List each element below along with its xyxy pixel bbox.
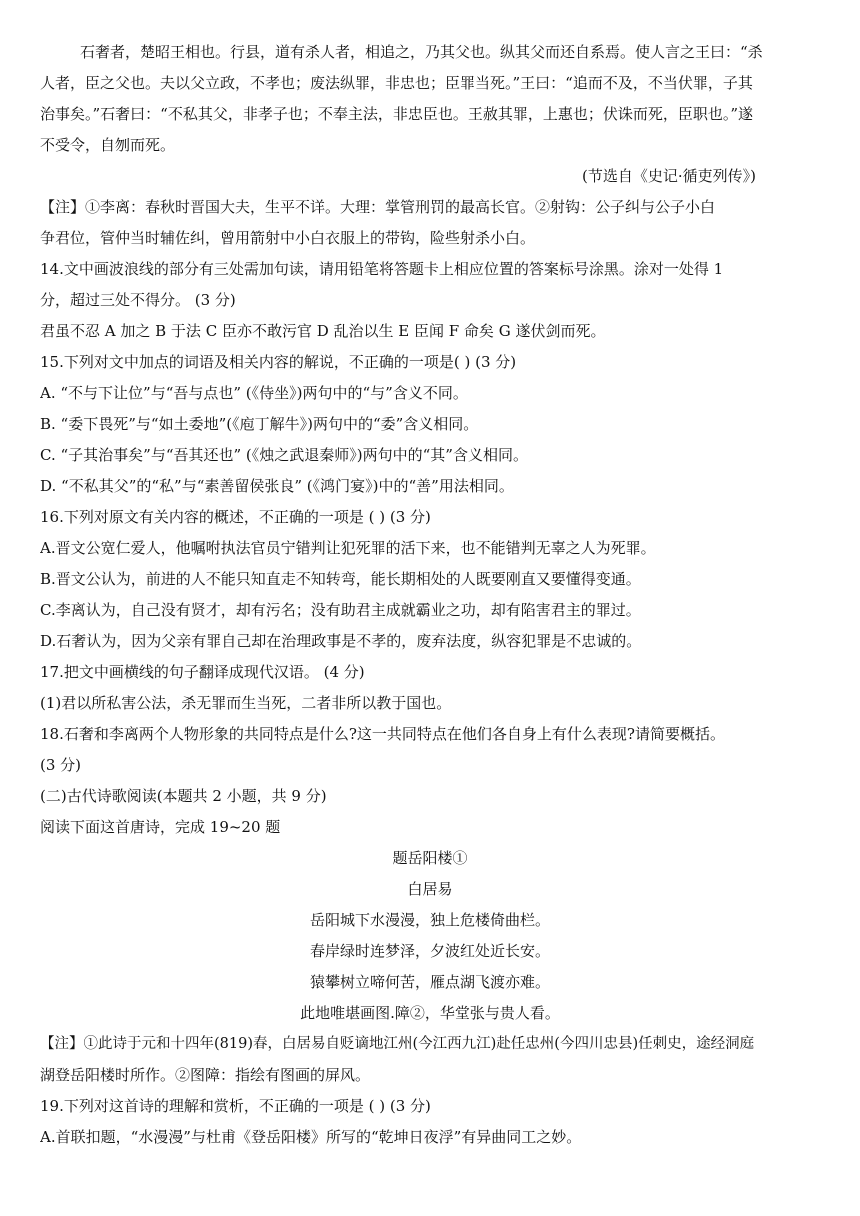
passage-line: 石奢者，楚昭王相也。行县，道有杀人者，相追之，乃其父也。纵其父而还自系焉。使人言之王曰：“杀 — [80, 43, 763, 61]
question-15-option-a: A. “不与下让位”与“吾与点也” (《侍坐》)两句中的“与”含义不同。 — [40, 384, 468, 402]
passage-line: 人者，臣之父也。夫以父立政，不孝也；废法纵罪，非忠也；臣罪当死。”王曰：“追而不及，不当伏罪，子其 — [40, 74, 753, 92]
passage-source: (节选自《史记·循吏列传》) — [582, 167, 756, 185]
question-16-option-b: B.晋文公认为，前进的人不能只知直走不知转弯，能长期相处的人既要刚直又要懂得变通。 — [40, 570, 641, 588]
section-heading: (二)古代诗歌阅读(本题共 2 小题，共 9 分) — [40, 787, 327, 805]
question-19-prompt: 19.下列对这首诗的理解和赏析，不正确的一项是 ( ) (3 分) — [40, 1097, 431, 1115]
poem-title: 题岳阳楼① — [392, 849, 468, 867]
passage-line: 治事矣。”石奢曰：“不私其父，非孝子也；不奉主法，非忠臣也。王赦其罪，上惠也；伏诛而死，臣职也。”遂 — [40, 105, 754, 123]
note-line: 【注】①李离：春秋时晋国大夫，生平不详。大理：掌管刑罚的最高长官。②射钩：公子纠与公子小白 — [40, 198, 716, 216]
poem-line: 岳阳城下水漫漫，独上危楼倚曲栏。 — [309, 911, 550, 929]
poem-line: 春岸绿时连梦泽，夕波红处近长安。 — [309, 942, 550, 960]
question-14-sentence: 君虽不忍 A 加之 B 于法 C 臣亦不敢污官 D 乱治以生 E 臣闻 F 命矣 G 遂伏剑而死。 — [40, 322, 606, 340]
note-line: 争君位，管仲当时辅佐纠，曾用箭射中小白衣服上的带钩，险些射杀小白。 — [40, 229, 536, 247]
question-18-prompt: 18.石奢和李离两个人物形象的共同特点是什么?这一共同特点在他们各自身上有什么表现?请简要概括。 — [40, 725, 725, 743]
question-16-option-d: D.石奢认为，因为父亲有罪自己却在治理政事是不孝的，废弃法度，纵容犯罪是不忠诚的。 — [40, 632, 642, 650]
poem-note-line: 湖登岳阳楼时所作。②图障：指绘有图画的屏风。 — [40, 1066, 371, 1084]
poem-author: 白居易 — [407, 880, 453, 898]
question-16-option-a: A.晋文公宽仁爱人，他嘱咐执法官员宁错判让犯死罪的活下来，也不能错判无辜之人为死罪。 — [40, 539, 656, 557]
question-15-option-d: D. “不私其父”的“私”与“素善留侯张良” (《鸿门宴》)中的“善”用法相同。 — [40, 477, 514, 495]
poem-note-line: 【注】①此诗于元和十四年(819)春，白居易自贬谪地江州(今江西九江)赴任忠州(今四川忠县)任刺史，途经洞庭 — [40, 1036, 755, 1052]
question-17-sentence: (1)君以所私害公法，杀无罪而生当死，二者非所以教于国也。 — [40, 694, 452, 712]
question-16-prompt: 16.下列对原文有关内容的概述，不正确的一项是 ( ) (3 分) — [40, 508, 431, 526]
question-19-option-a: A.首联扣题，“水漫漫”与杜甫《登岳阳楼》所写的“乾坤日夜浮”有异曲同工之妙。 — [40, 1128, 582, 1146]
question-15-option-b: B. “委下畏死”与“如土委地”(《庖丁解牛》)两句中的“委”含义相同。 — [40, 415, 479, 433]
poem-line: 猿攀树立啼何苦，雁点湖飞渡亦难。 — [309, 973, 550, 991]
question-15-option-c: C. “子其治事矣”与“吾其还也” (《烛之武退秦师》)两句中的“其”含义相同。 — [40, 446, 528, 464]
question-17-prompt: 17.把文中画横线的句子翻译成现代汉语。 (4 分) — [40, 663, 365, 681]
question-18-points: (3 分) — [40, 756, 82, 774]
question-14-prompt: 分，超过三处不得分。 (3 分) — [40, 291, 236, 309]
passage-line: 不受令，自刎而死。 — [40, 136, 176, 154]
poem-line: 此地唯堪画图.障②，华堂张与贵人看。 — [300, 1004, 560, 1022]
question-16-option-c: C.李离认为，自己没有贤才，却有污名；没有助君主成就霸业之功，却有陷害君主的罪过。 — [40, 601, 641, 619]
question-15-prompt: 15.下列对文中加点的词语及相关内容的解说，不正确的一项是( ) (3 分) — [40, 353, 517, 371]
question-14-prompt: 14.文中画波浪线的部分有三处需加句读，请用铅笔将答题卡上相应位置的答案标号涂黑。涂对一处得 1 — [40, 260, 724, 278]
section-instruction: 阅读下面这首唐诗，完成 19~20 题 — [40, 818, 281, 836]
